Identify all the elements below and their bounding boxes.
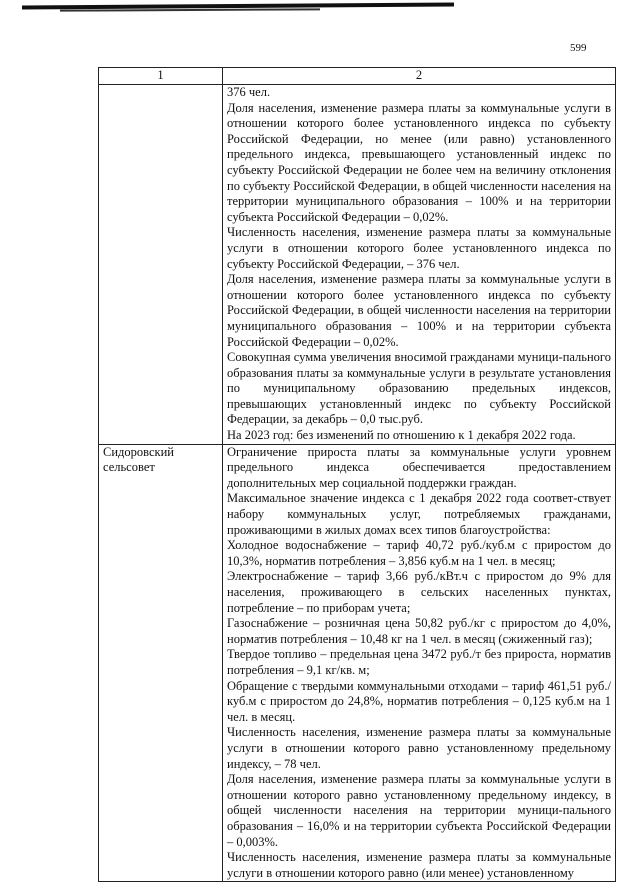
paragraph: Численность населения, изменение размера платы за коммунальные услуги в отношении которого равно установленному предельному индексу, – 78 чел. bbox=[227, 725, 611, 771]
table-row bbox=[99, 85, 616, 445]
paragraph: 376 чел. bbox=[227, 85, 271, 99]
row-label-line: сельсовет bbox=[103, 460, 155, 475]
row-label-cell bbox=[99, 444, 223, 882]
paragraph: Максимальное значение индекса с 1 декабря 2022 года соответ-ствует набору коммунальных услуг, потребляемых гражданами, проживающими в жилых домах всех типов благоустройства: bbox=[227, 491, 611, 537]
row-content-cell bbox=[223, 85, 616, 445]
paragraph: Холодное водоснабжение – тариф 40,72 руб./куб.м с приростом до 10,3%, норматив потребления – 3,856 куб.м на 1 чел. в месяц; bbox=[227, 538, 611, 568]
paragraph: Доля населения, изменение размера платы за коммунальные услуги в отношении которого более установленного индекса по субъекту Российской Федерации, но менее (или равно) установленного предельного индекса, превышающего установленный индекс по субъекту Российской Федерации не более чем на величину отклонения по субъекту Российской Федерации, в общей численности населения на территории муниципального образования – 100% и на территории субъекта Российской Федерации – 0,02%. bbox=[227, 100, 611, 224]
row-label-cell bbox=[99, 85, 223, 445]
paragraph: Ограничение прироста платы за коммунальные услуги уровнем предельного индекса обеспечивается предоставлением дополнительных мер социальной поддержки граждан. bbox=[227, 444, 611, 490]
paragraph: На 2023 год: без изменений по отношению к 1 декабря 2022 года. bbox=[227, 428, 576, 443]
table-header-row bbox=[99, 68, 616, 85]
scan-edge-stroke-secondary bbox=[60, 8, 320, 11]
column-header-1: 1 bbox=[99, 68, 223, 85]
paragraph: Твердое топливо – предельная цена 3472 руб./т без прироста, норматив потребления – 9,1 кг/кв. м; bbox=[227, 647, 611, 677]
paragraph: Численность населения, изменение размера платы за коммунальные услуги в отношении которого равно (или менее) установленному bbox=[227, 850, 611, 880]
paragraph: Доля населения, изменение размера платы за коммунальные услуги в отношении которого равно установленному предельному индексу, в общей численности населения на территории муници-пального образования – 16,0% и на территории субъекта Российской Федерации – 0,003%. bbox=[227, 772, 611, 849]
paragraph: Численность населения, изменение размера платы за коммунальные услуги в отношении которого более установленного индекса по субъекту Российской Федерации, – 376 чел. bbox=[227, 225, 611, 271]
paragraph: Обращение с твердыми коммунальными отходами – тариф 461,51 руб./куб.м с приростом до 24,8%, норматив потребления – 0,125 куб.м на 1 чел. в месяц. bbox=[227, 678, 611, 724]
row-content-cell bbox=[223, 444, 616, 882]
paragraph: Доля населения, изменение размера платы за коммунальные услуги в отношении которого более установленного индекса по субъекту Российской Федерации, в общей численности населения на территории муниципального образования – 100% и на территории субъекта Российской Федерации – 0,02%. bbox=[227, 272, 611, 349]
paragraph: Совокупная сумма увеличения вносимой гражданами муници-пального образования платы за коммунальные услуги в результате установления по муниципальному образованию предельных индексов, превышающих установленный индекс по субъекту Российской Федерации, за декабрь – 0,0 тыс.руб. bbox=[227, 350, 611, 427]
paragraph: Газоснабжение – розничная цена 50,82 руб./кг с приростом до 4,0%, норматив потребления – 10,48 кг на 1 чел. в месяц (сжиженный газ); bbox=[227, 616, 611, 646]
document-table bbox=[98, 67, 616, 882]
column-header-2: 2 bbox=[223, 68, 616, 85]
page-number: 599 bbox=[570, 42, 587, 54]
table-row bbox=[99, 444, 616, 882]
paragraph: Электроснабжение – тариф 3,66 руб./кВт.ч с приростом до 9% для населения, проживающего в сельских населенных пунктах, потребление – по приборам учета; bbox=[227, 569, 611, 615]
row-label-line: Сидоровский bbox=[103, 444, 174, 459]
